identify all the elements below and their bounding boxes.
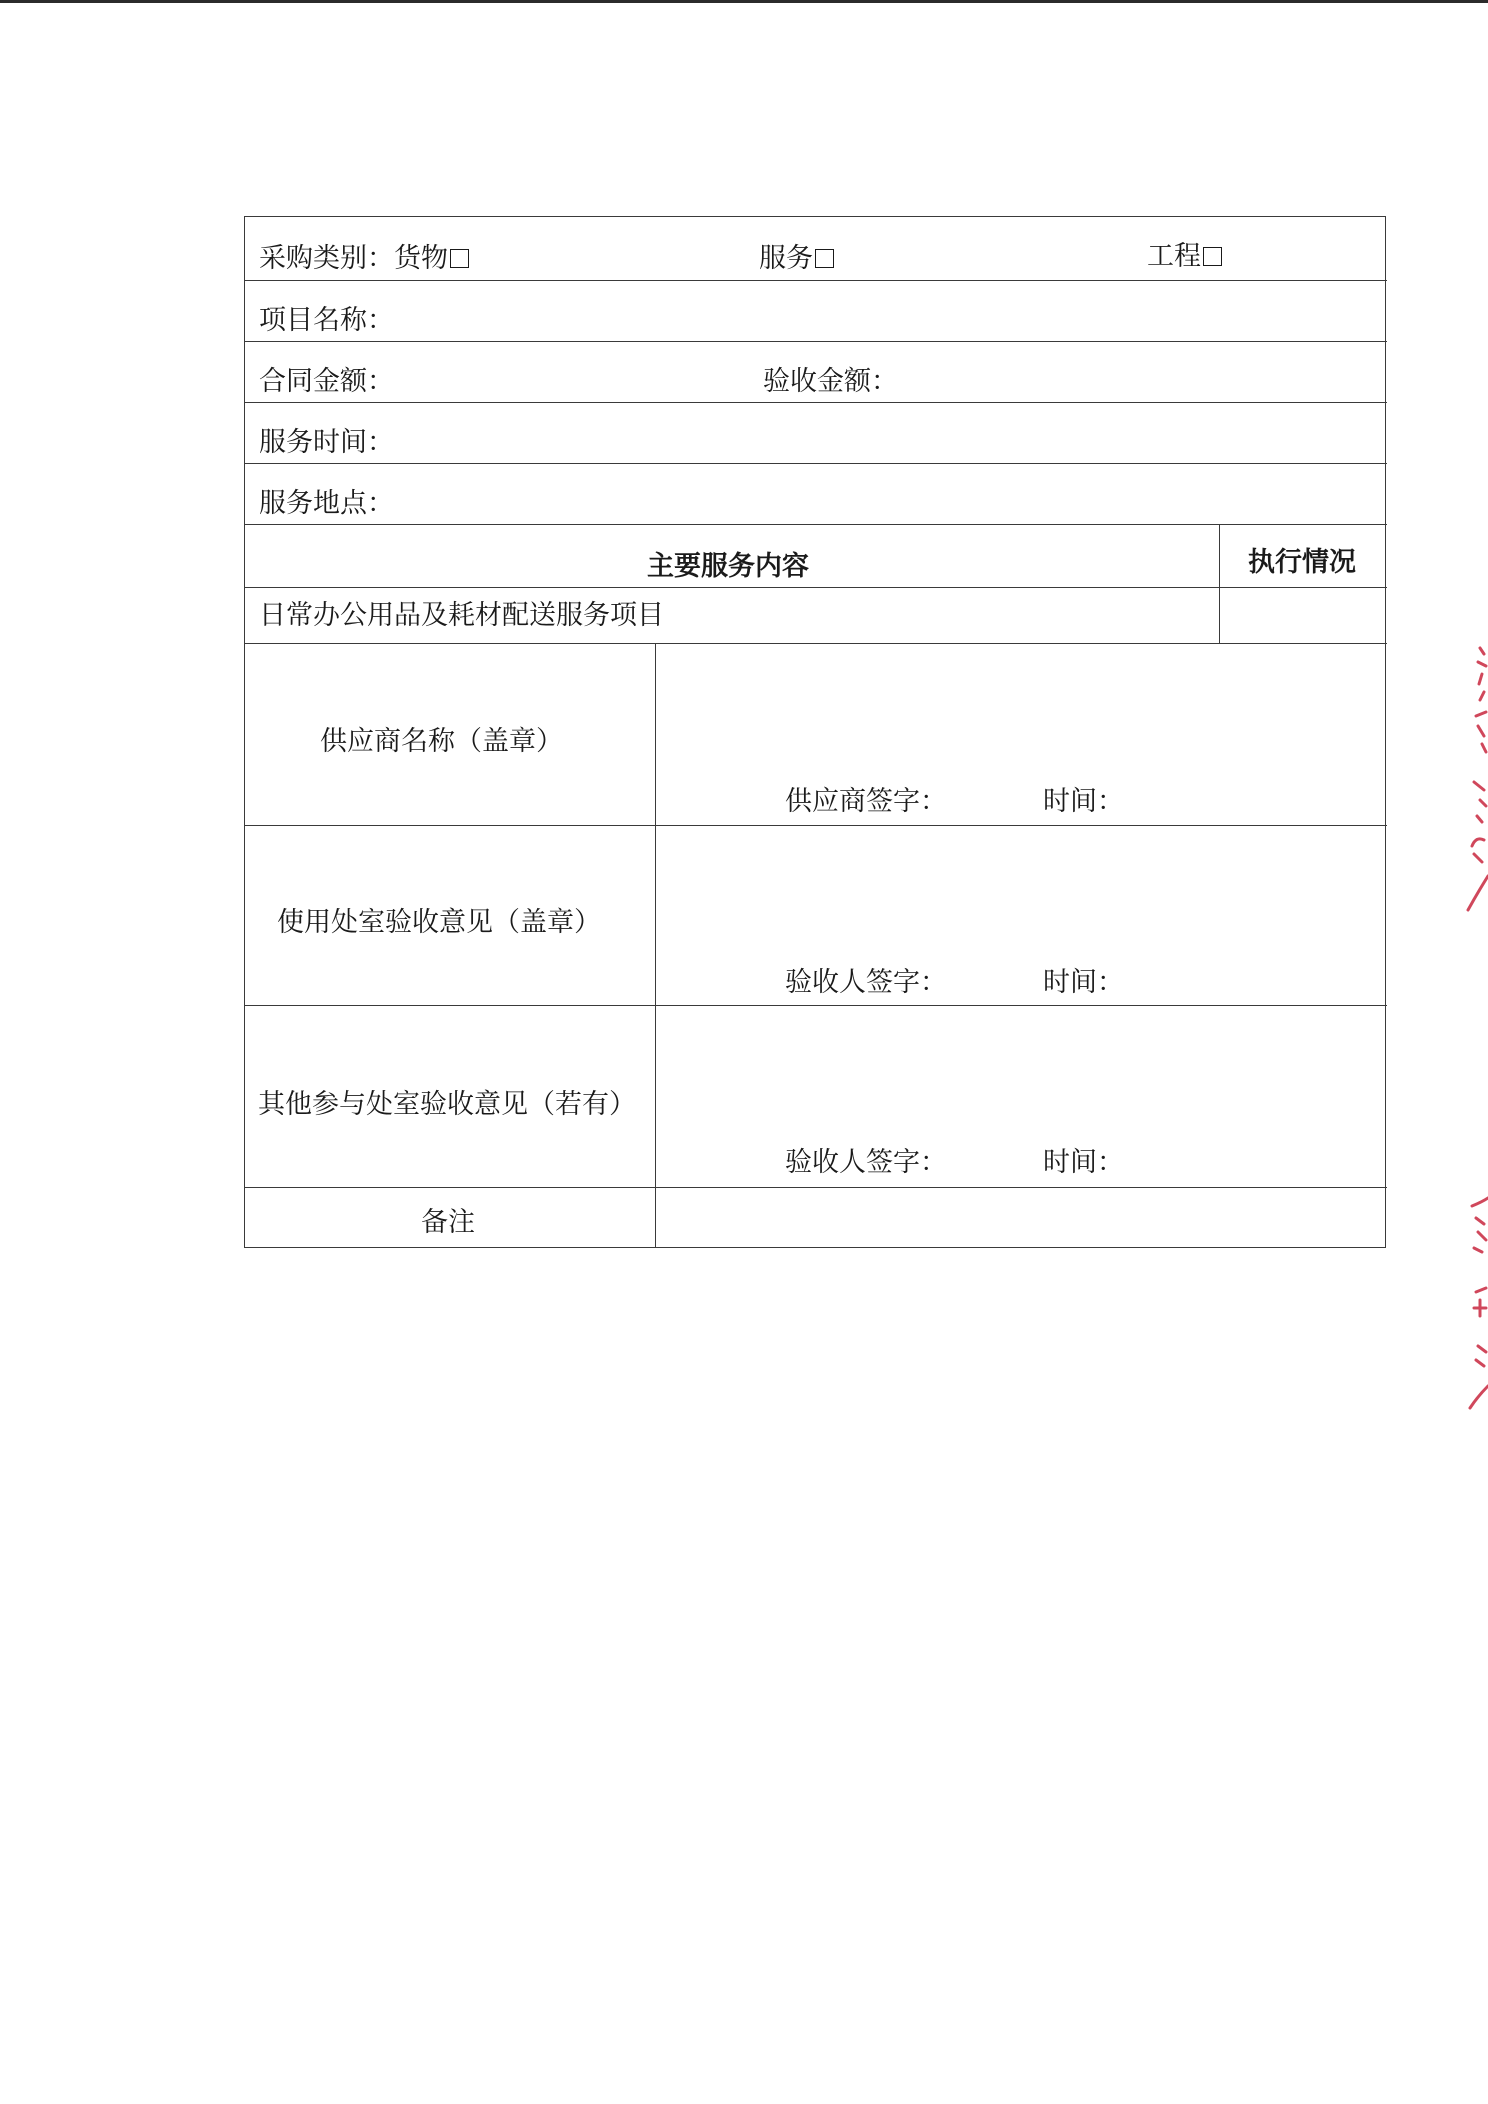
row-divider xyxy=(245,341,1387,342)
row-divider xyxy=(245,587,1387,588)
contract-amount-label: 合同金额： xyxy=(259,366,394,397)
remarks-field[interactable] xyxy=(657,1189,1385,1247)
content-header: 主要服务内容 xyxy=(647,551,809,582)
supplier-section-title: 供应商名称（盖章） xyxy=(320,726,563,757)
row-divider xyxy=(245,463,1387,464)
supplier-sign-label: 供应商签字： xyxy=(785,786,947,817)
option-goods-label: 货物 xyxy=(394,243,448,274)
seal-stamp-upper xyxy=(1462,640,1488,920)
other-time-label: 时间： xyxy=(1043,1147,1124,1178)
category-label: 采购类别： xyxy=(259,243,394,274)
dept-time-label: 时间： xyxy=(1043,967,1124,998)
acceptance-form xyxy=(244,216,1386,1248)
row-divider xyxy=(245,825,1387,826)
option-engineering-label: 工程 xyxy=(1147,241,1201,272)
row-divider xyxy=(245,402,1387,403)
goods-checkbox[interactable] xyxy=(450,249,469,268)
row-divider xyxy=(245,1005,1387,1006)
label-col-divider xyxy=(655,643,656,1248)
dept-acceptor-sign-label: 验收人签字： xyxy=(785,967,947,998)
execution-header: 执行情况 xyxy=(1248,547,1356,578)
row-divider xyxy=(245,280,1387,281)
service-checkbox[interactable] xyxy=(815,249,834,268)
option-service-label: 服务 xyxy=(759,243,813,274)
row-divider xyxy=(245,643,1387,644)
other-acceptor-sign-label: 验收人签字： xyxy=(785,1147,947,1178)
engineering-checkbox[interactable] xyxy=(1203,247,1222,266)
row-divider xyxy=(245,524,1387,525)
option-service xyxy=(759,245,834,272)
service-time-label: 服务时间： xyxy=(259,427,394,458)
supplier-time-label: 时间： xyxy=(1043,786,1124,817)
project-name-label: 项目名称： xyxy=(259,305,394,336)
remarks-label: 备注 xyxy=(421,1207,475,1238)
seal-stamp-lower xyxy=(1468,1196,1488,1412)
dept-acceptance-title: 使用处室验收意见（盖章） xyxy=(277,907,601,938)
category-row xyxy=(259,245,469,272)
option-engineering xyxy=(1147,243,1222,270)
execution-col-divider xyxy=(1219,524,1220,643)
other-dept-acceptance-title: 其他参与处室验收意见（若有） xyxy=(258,1089,636,1120)
acceptance-amount-label: 验收金额： xyxy=(763,366,898,397)
content-item: 日常办公用品及耗材配送服务项目 xyxy=(259,600,664,631)
service-location-label: 服务地点： xyxy=(259,488,394,519)
scan-top-edge xyxy=(0,0,1488,3)
row-divider xyxy=(245,1187,1387,1188)
